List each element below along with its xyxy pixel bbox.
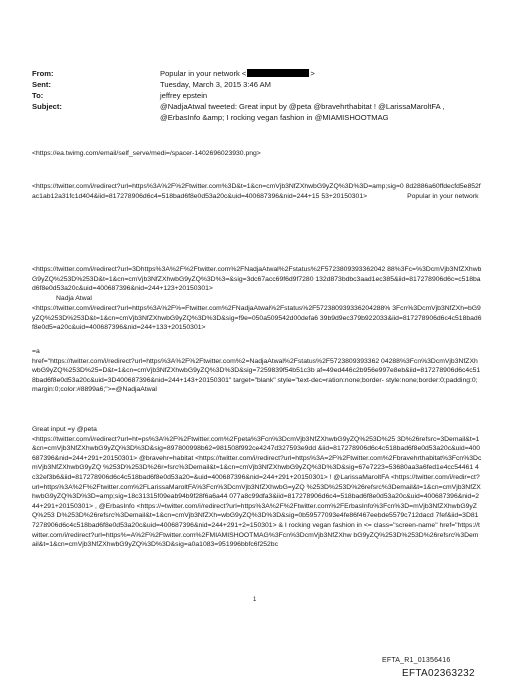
to-label: To: xyxy=(32,91,44,100)
popular-redirect xyxy=(32,182,482,201)
status-redirect: <https://twitter.com/i/redirect?url=https%3A%2F%=Ftwitter.com%2FNadjaAtwal%2Fstatus%2F572380939336204288% 3Fcn%3DcmVjb3NfZXh=bG9yZQ%253D%253D&t=1&cn=cmVjb3NfZXhwbG9yZQ%3D%3D&sig=f9e=050a509542d00defa6 39b9d9ec379b922033&iid=817278906d6c4c518bad6f8e0d5=a20c&uid=400687396&nid=244+133+20150301> xyxy=(32,305,482,332)
profile-url: <https://twitter.com/i/redirect?url=3Dhttps%3A%2F%2Ftwitter.com%2FNadjaAtwal%2Fstatus%2F5723809393362042 88%3Fc=%3DcmVjb3NfZXhwbG9yZQ%253D%253D&t=1&cn=cmVjb3NfZXhwbG9yZQ%3D%3=&sig=3dc67acc69f6d9f7280 132d873bdbc3aad1ec385&iid=817278906d6c=c518bad6f8e0d53a20c&uid=400687396&nid=244+123+20150301> xyxy=(32,266,482,293)
tweet-title: Great input =y @peta xyxy=(32,426,97,433)
page-number: 1 xyxy=(253,597,257,603)
popular-label: Popular in your network xyxy=(407,192,479,200)
from-value-end: > xyxy=(310,69,315,78)
subject-line-2: @ErbasInfo &amp; I rocking vegan fashion in @MIAMISHOOTMAG xyxy=(160,113,389,122)
href-marker: =a xyxy=(32,348,40,355)
subject-value xyxy=(160,101,490,123)
to-value: jeffrey epstein xyxy=(160,91,208,100)
spacer-url: <https://ea.twimg.com/email/self_serve/medi=/spacer-1402696023930.png> xyxy=(32,150,261,157)
sent-value: Tuesday, March 3, 2015 3:46 AM xyxy=(160,80,272,89)
bates-number: EFTA02363232 xyxy=(402,668,475,679)
bates-number-small: EFTA_R1_01356416 xyxy=(382,657,451,664)
from-label: From: xyxy=(32,69,54,78)
from-value-text: Popular in your network < xyxy=(160,69,247,78)
from-value xyxy=(160,68,490,79)
profile-name: Nadja Atwal xyxy=(56,294,92,302)
tweet-block xyxy=(32,425,482,550)
redaction-box xyxy=(247,69,309,77)
sent-label: Sent: xyxy=(32,80,51,89)
href-block xyxy=(32,347,482,395)
href-content: href="https://twitter.com/i/redirect?url=https%3A%2F%2Ftwitter.com%2=NadjaAtwal%2Fstatus%2F5723809393362 04288%3Fcn%3DcmVjb3NfZXhwbG9yZQ%253D%25=D&t=1&cn=cmVjb3NfZXhwbG9yZQ%3D%3D&sig=7259839f54b51c3b af=49ed446c2b956e997e8eb&iid=817278906d6c4c518bad6f8e0d53a20c&uid=3D400687396&nid=244+143+20150301" target="blank" style="text-dec=ration:none;border- style:none;border:0;padding:0;margin:0;color:#8899a6;">=@NadjaAtwal xyxy=(32,357,481,394)
tweet-content: <https://twitter.com/i/redirect?url=ht=ps%3A%2F%2Ftwitter.com%2Fpeta%3Fcn%3DcmVjb3NfZXhwbG9yZQ%253D%25 3D%26refsrc=3Demail&t=1&cn=cmVjb3NfZXhwbG9yZQ%3D%3D&sig=897800998b62=981508f992ce4247d327593e9dd &iid=817278906d6c4c518bad6f8e0d53a20c&uid=400687396&nid=244+291+20150301> @bravehr=habitat <https://twitter.com/i/redirect?url=https%3A=2F%2Ftwitter.com%2Fbravehrthabitat%3Fcn%3DcmVjb3NfZXhwbG9yZQ %253D%253D%26r=fsrc%3Demail&t=1&cn=cmVjb3NfZXhwbG9yZQ%3D%3D&sig=67e7223=53680aa3a6fed1e4cc54461 4c32ef3b6&iid=817278906d6c4c518bad6f8e0d53a20=&uid=400687396&nid=244+291+20150301> ! @LarissaMaroltFA <https://twitter.com/i/redir=ct?url=https%3A%2F%2Ftwitter.com%2FLarissaMaroltFA%3Fcn%3DcmVjb3NfZXhwbG=yZQ %253D%253D%26refsrc%3Demail&t=1&cn=cmVjb3NfZXhwbG9yZQ%3D%3D=amp;sig=18c31315f09eab94b9f28f6a6a44 077a8c99dfa3&iid=817278906d6c4=518bad6f8e0d53a20c&uid=400687396&nid=244+291+20150301> , @ErbasInfo <https://=twitter.com/i/redirect?url=https%3A%2F%2Ftwitter.com%2FErbasInfo%3Fcn%3D=mVjb3NfZXhwbG9yZQ%253 D%253D%26refsrc%3Demail&t=1&cn=cmVjb3NfZXh=wbG9yZQ%3D%3D&sig=0b59577093e4fe86f467eebde5579c712dacd 7fef&iid=3D817278906d6c4c518bad6f8e0d53a20c&uid=400687396&nid=244+291+2=150301> & I rocking vegan fashion in <= class="screen-name" href="https://twitter.com/i/redirect?url=https%=A%2F%2Ftwitter.com%2FMIAMISHOOTMAG%3Fcn%3DcmVjb3NfZXhw bG9yZQ%253D%253D%26refsrc%3Demail&t=1&cn=cmVjb3NfZXhwbG9yZQ%3D%3D&sig=a0a1083=951996bbfc6f252bc xyxy=(32,435,482,549)
subject-label: Subject: xyxy=(32,102,62,111)
popular-url: <https://twitter.com/i/redirect?url=https%3A%2F%2Ftwitter.com%3D&t=1&cn=cmVjb3NfZXhwbG9yZQ%3D%3D=amp;sig=0 8d2886a60ffdecfd5e852fac1ab12a31fc1d404&iid=817278906d6c4=518bad6f8e0d53a20c&uid=400687396&nid=244+15 53+20150301> xyxy=(32,183,481,200)
subject-row xyxy=(32,101,492,125)
subject-line-1: @NadjaAtwal tweeted: Great input by @peta @bravehrthabitat ! @LarissaMaroltFA , xyxy=(160,102,445,111)
profile-redirect xyxy=(32,265,482,303)
